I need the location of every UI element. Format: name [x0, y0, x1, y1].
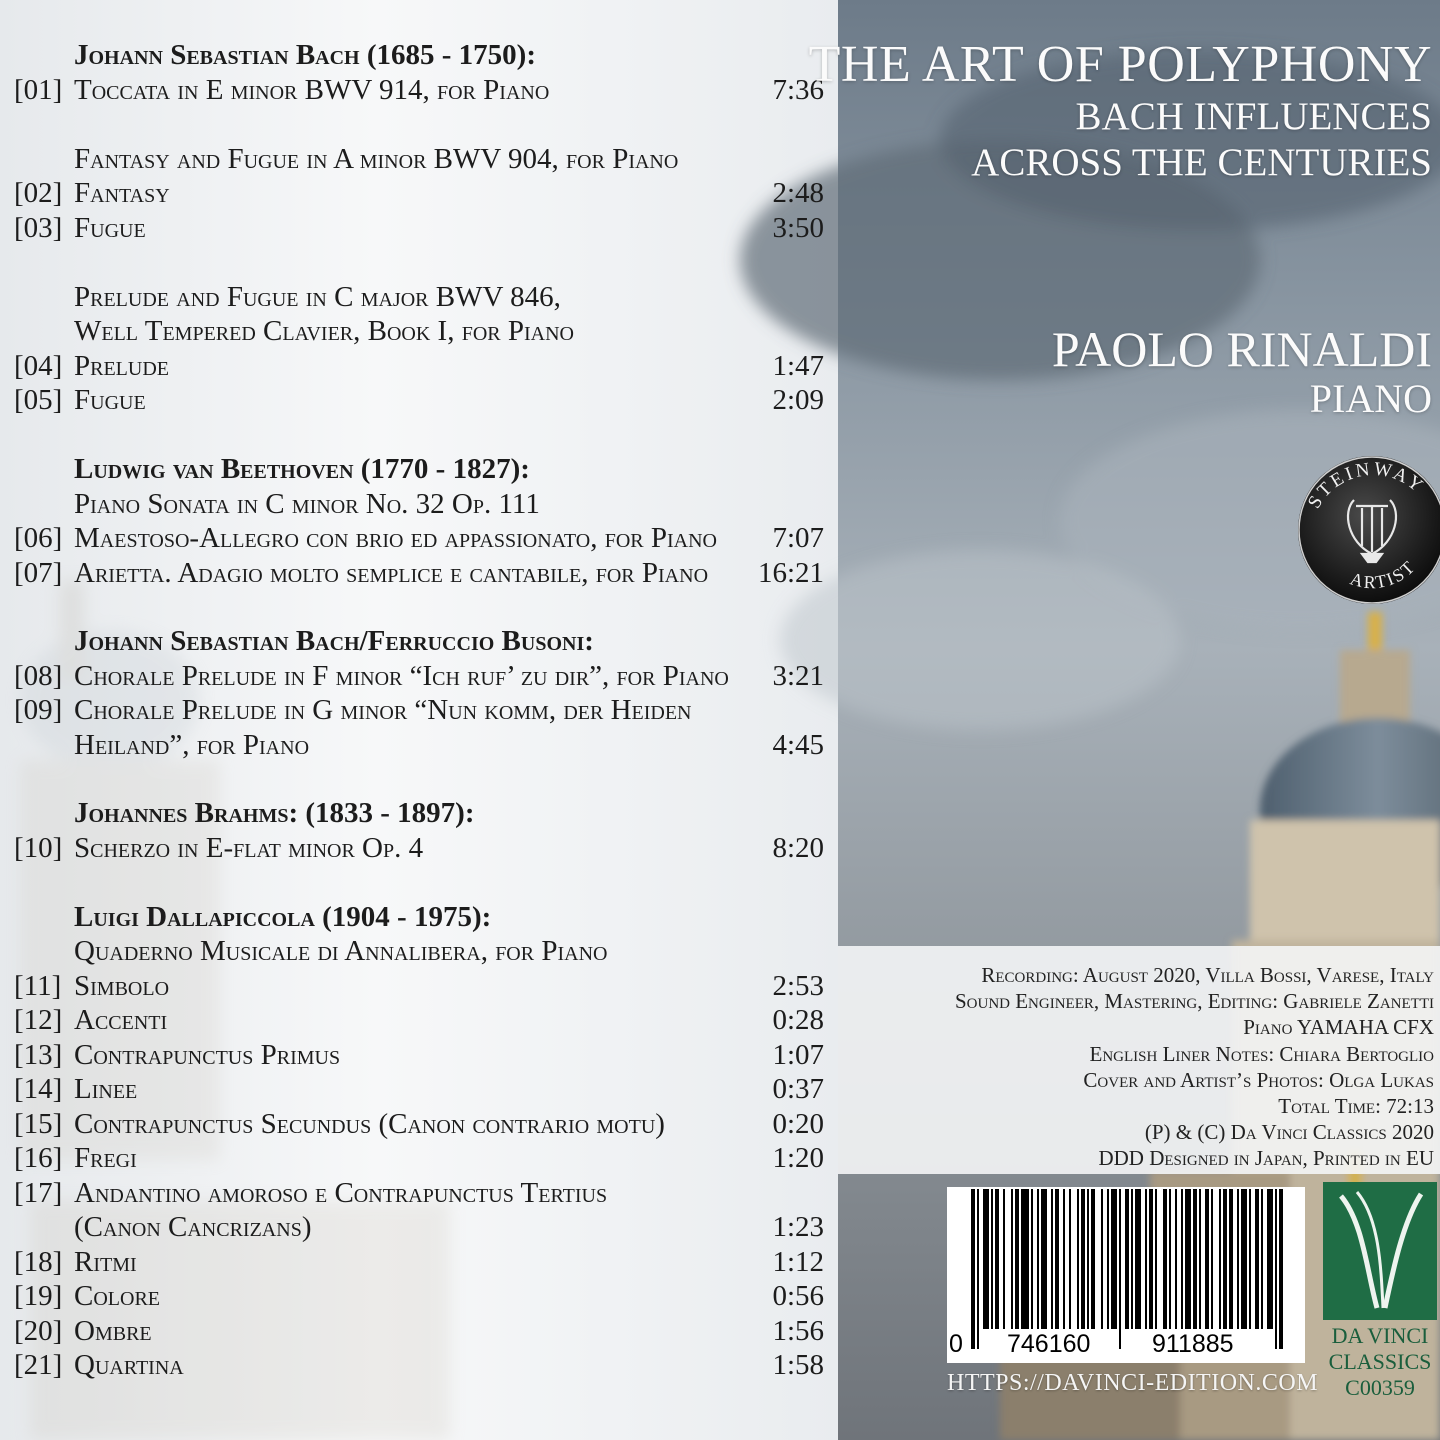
barcode-bar [1107, 1189, 1109, 1329]
badge-top-text: STEINWAY [1303, 458, 1429, 513]
track-number: [20] [14, 1315, 63, 1347]
barcode-bar [1181, 1189, 1183, 1329]
artist-name: PAOLO RINALDI [1051, 321, 1432, 377]
barcode-bar [1051, 1189, 1053, 1329]
track-title: Maestoso-Allegro con brio ed appassionato, for Piano [74, 522, 717, 554]
barcode-bar [1241, 1189, 1247, 1329]
barcode-bar [1087, 1189, 1089, 1329]
track-title: Fugue [74, 212, 146, 244]
barcode-bar [1199, 1189, 1201, 1329]
barcode-bar [995, 1189, 999, 1329]
barcode-bar [1261, 1189, 1263, 1329]
credit-line: Cover and Artist’s Photos: Olga Lukas [1083, 1067, 1434, 1092]
barcode-bar [1069, 1189, 1071, 1329]
track-duration: 1:20 [772, 1142, 824, 1174]
track-duration: 0:28 [772, 1004, 824, 1036]
track-title: Scherzo in E-flat minor Op. 4 [74, 832, 424, 864]
barcode-bar [1163, 1189, 1167, 1329]
track-row [14, 73, 824, 107]
barcode-bar [1077, 1189, 1079, 1329]
barcode-bar [1229, 1189, 1233, 1329]
barcode-bar [1205, 1189, 1209, 1329]
track-row [14, 521, 824, 555]
barcode-bar [1255, 1189, 1259, 1329]
track-row [14, 211, 824, 245]
track-number: [18] [14, 1246, 63, 1278]
track-title: Ombre [74, 1315, 152, 1347]
work-title: Piano Sonata in C minor No. 32 Op. 111 [74, 488, 540, 520]
barcode-bar [1119, 1189, 1121, 1349]
track-duration: 3:21 [772, 660, 824, 692]
track-row [14, 1245, 824, 1279]
album-subtitle: BACH INFLUENCES [1075, 95, 1432, 138]
track-title: Quartina [74, 1349, 184, 1381]
track-duration: 0:20 [772, 1108, 824, 1140]
track-duration: 1:07 [772, 1039, 824, 1071]
credit-line: DDD Designed in Japan, Printed in EU [1098, 1146, 1434, 1171]
track-row [14, 831, 824, 865]
barcode-bar [1193, 1189, 1197, 1329]
label-logo-mark [1323, 1182, 1437, 1320]
barcode-bar [1267, 1189, 1273, 1329]
track-title: Linee [74, 1073, 138, 1105]
track-duration: 2:48 [772, 177, 824, 209]
composer-heading: Ludwig van Beethoven (1770 - 1827): [74, 453, 530, 485]
track-number: [05] [14, 384, 63, 416]
track-duration: 1:58 [772, 1349, 824, 1381]
track-row [14, 1314, 824, 1348]
track-row [14, 1176, 824, 1210]
artist-block [1052, 322, 1432, 422]
track-title: Fugue [74, 384, 146, 416]
track-title-continued: (Canon Cancrizans) [74, 1211, 312, 1243]
barcode-bar [991, 1189, 993, 1329]
track-number: [14] [14, 1073, 63, 1105]
track-number: [17] [14, 1177, 63, 1209]
track-title-continued: Heiland”, for Piano [74, 729, 310, 761]
barcode-bar [983, 1189, 989, 1329]
barcode-bar [1081, 1189, 1085, 1329]
barcode-bar [1135, 1189, 1141, 1329]
track-duration: 3:50 [772, 212, 824, 244]
credit-line: Sound Engineer, Mastering, Editing: Gabriele Zanetti [954, 989, 1434, 1014]
barcode-bar [1155, 1189, 1157, 1329]
artist-instrument: PIANO [1309, 376, 1432, 421]
track-title: Colore [74, 1280, 161, 1312]
barcode-bar [1175, 1189, 1177, 1329]
track-title: Andantino amoroso e Contrapunctus Tertius [74, 1177, 608, 1209]
barcode-bar [1003, 1189, 1005, 1329]
da-vinci-classics-logo [1320, 1182, 1440, 1440]
barcode-bar [977, 1189, 979, 1349]
barcode-bar [1219, 1189, 1221, 1329]
track-row-continued [14, 728, 824, 762]
track-number: [07] [14, 557, 63, 589]
barcode-bar [1149, 1189, 1153, 1329]
track-number: [15] [14, 1108, 63, 1140]
barcode-digits-left: 746160 [1007, 1330, 1091, 1358]
barcode-bar [1131, 1189, 1133, 1329]
label-name: CLASSICS [1328, 1349, 1432, 1374]
track-row [14, 556, 824, 590]
track-duration: 16:21 [757, 557, 824, 589]
track-title: Chorale Prelude in F minor “Ich ruf’ zu dir”, for Piano [74, 660, 729, 692]
track-title: Fregi [74, 1142, 137, 1174]
barcode-bar [1055, 1189, 1059, 1329]
work-title: Prelude and Fugue in C major BWV 846, [74, 281, 561, 313]
barcode-bar [1145, 1189, 1147, 1329]
production-credits [955, 962, 1434, 1172]
track-row [14, 1003, 824, 1037]
track-duration: 2:09 [772, 384, 824, 416]
barcode-bar [1063, 1189, 1065, 1329]
track-number: [04] [14, 350, 63, 382]
composer-heading: Luigi Dallapiccola (1904 - 1975): [74, 901, 492, 933]
barcode-bar [1185, 1189, 1191, 1329]
track-duration: 7:07 [772, 522, 824, 554]
barcode-bar [1111, 1189, 1117, 1329]
composer-heading: Johannes Brahms: (1833 - 1897): [74, 797, 475, 829]
track-number: [13] [14, 1039, 63, 1071]
track-number: [09] [14, 694, 63, 726]
track-number: [12] [14, 1004, 63, 1036]
track-row [14, 1141, 824, 1175]
track-title: Contrapunctus Primus [74, 1039, 341, 1071]
credit-line: Recording: August 2020, Villa Bossi, Varese, Italy [981, 963, 1434, 987]
track-title: Toccata in E minor BWV 914, for Piano [74, 74, 550, 106]
barcode [947, 1187, 1305, 1363]
album-subtitle: ACROSS THE CENTURIES [971, 141, 1432, 184]
barcode-bar [1041, 1189, 1047, 1329]
track-title: Accenti [74, 1004, 168, 1036]
track-title: Fantasy [74, 177, 170, 209]
barcode-bar [1249, 1189, 1251, 1329]
track-row [14, 383, 824, 417]
barcode-bar [1021, 1189, 1029, 1329]
credit-line: Piano YAMAHA CFX [1243, 1015, 1434, 1040]
badge-bottom-text: ARTIST [1347, 556, 1420, 593]
track-title: Prelude [74, 350, 170, 382]
barcode-bar [1101, 1189, 1103, 1329]
track-number: [01] [14, 74, 63, 106]
barcode-bar [1015, 1189, 1019, 1329]
composer-heading: Johann Sebastian Bach (1685 - 1750): [74, 39, 536, 71]
track-number: [03] [14, 212, 63, 244]
track-row [14, 1348, 824, 1382]
track-row [14, 1072, 824, 1106]
track-row [14, 349, 824, 383]
label-name: DA VINCI [1331, 1323, 1429, 1348]
track-number: [08] [14, 660, 63, 692]
track-row [14, 1038, 824, 1072]
track-duration: 1:47 [772, 350, 824, 382]
barcode-bar [1037, 1189, 1039, 1329]
track-duration: 1:23 [772, 1211, 824, 1243]
barcode-bar [1125, 1189, 1129, 1329]
track-row [14, 659, 824, 693]
barcode-bar [1237, 1189, 1239, 1329]
album-title: THE ART OF POLYPHONY [808, 36, 1432, 93]
track-number: [02] [14, 177, 63, 209]
composer-heading: Johann Sebastian Bach/Ferruccio Busoni: [74, 625, 594, 657]
barcode-bar [1011, 1189, 1013, 1329]
track-row [14, 176, 824, 210]
barcode-digit: 0 [949, 1330, 963, 1358]
track-title: Contrapunctus Secundus (Canon contrario motu) [74, 1108, 665, 1140]
track-number: [16] [14, 1142, 63, 1174]
track-duration: 7:36 [772, 74, 824, 106]
barcode-bar [1169, 1189, 1171, 1329]
track-duration: 1:56 [772, 1315, 824, 1347]
track-row [14, 1107, 824, 1141]
track-duration: 8:20 [772, 832, 824, 864]
work-title: Quaderno Musicale di Annalibera, for Piano [74, 935, 608, 967]
barcode-bar [1211, 1189, 1213, 1329]
track-number: [10] [14, 832, 63, 864]
barcode-bar [971, 1189, 975, 1349]
track-number: [11] [14, 970, 62, 1002]
barcode-bar [1275, 1189, 1277, 1349]
barcode-bar [1091, 1189, 1095, 1329]
track-duration: 2:53 [772, 970, 824, 1002]
barcode-bars [947, 1187, 1305, 1363]
track-row [14, 1279, 824, 1313]
catalog-number: C00359 [1345, 1375, 1415, 1400]
work-title: Fantasy and Fugue in A minor BWV 904, for Piano [74, 143, 679, 175]
website-url[interactable]: HTTPS://DAVINCI-EDITION.COM [947, 1370, 1319, 1396]
track-title: Simbolo [74, 970, 170, 1002]
credit-line: (P) & (C) Da Vinci Classics 2020 [1144, 1120, 1434, 1145]
track-duration: 1:12 [772, 1246, 824, 1278]
track-row [14, 969, 824, 1003]
track-title: Arietta. Adagio molto semplice e cantabile, for Piano [74, 557, 709, 589]
credit-line: Total Time: 72:13 [1278, 1094, 1434, 1119]
steinway-artist-badge [1296, 442, 1440, 606]
track-duration: 0:37 [772, 1073, 824, 1105]
track-number: [06] [14, 522, 63, 554]
barcode-digits-right: 911885 [1152, 1330, 1234, 1358]
track-row-continued [14, 1210, 824, 1244]
track-title: Ritmi [74, 1246, 137, 1278]
track-number: [21] [14, 1349, 63, 1381]
barcode-bar [1223, 1189, 1227, 1329]
barcode-bar [1279, 1189, 1283, 1349]
album-title-block [809, 36, 1432, 186]
track-row [14, 693, 824, 727]
track-number: [19] [14, 1280, 63, 1312]
work-title: Well Tempered Clavier, Book I, for Piano [74, 315, 574, 347]
track-duration: 0:56 [772, 1280, 824, 1312]
track-duration: 4:45 [772, 729, 824, 761]
credit-line: English Liner Notes: Chiara Bertoglio [1089, 1041, 1434, 1066]
track-title: Chorale Prelude in G minor “Nun komm, der Heiden [74, 694, 692, 726]
barcode-bar [1031, 1189, 1033, 1329]
